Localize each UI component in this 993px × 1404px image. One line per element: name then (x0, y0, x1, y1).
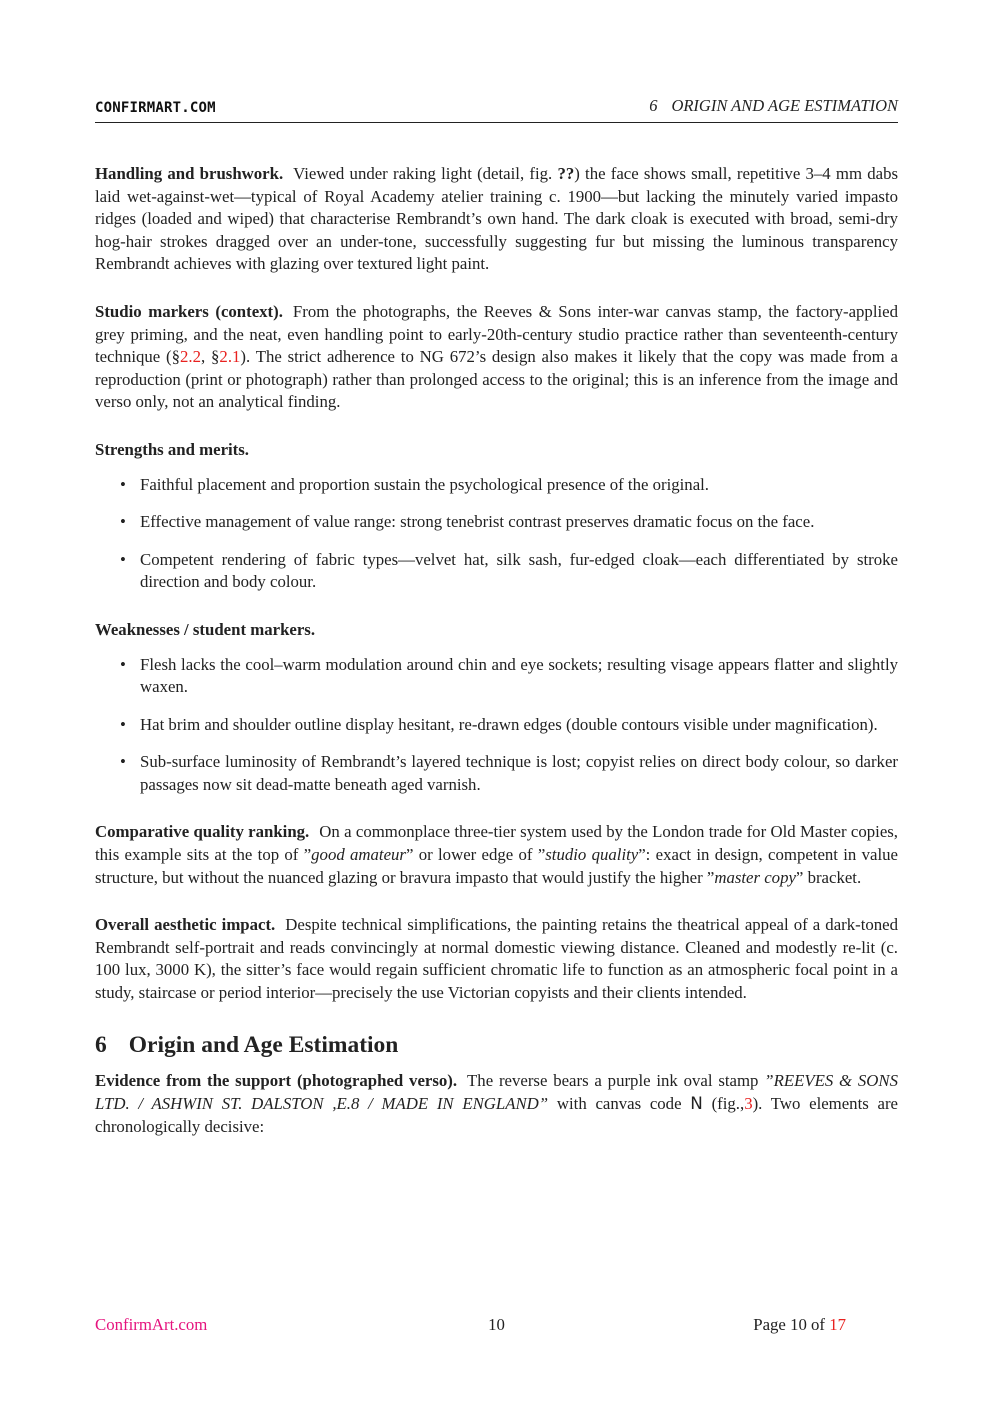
list-item: • Sub-surface luminosity of Rembrandt’s layered technique is lost; copyist relies on direct body colour, so darker passages now sit dead-matte beneath aged varnish. (120, 752, 898, 794)
list-item: • Hat brim and shoulder outline display hesitant, re-drawn edges (double contours visible under magnification). (95, 714, 898, 737)
paragraph-overall: Overall aesthetic impact. Despite technical simplifications, the painting retains the theatrical appeal of a dark-toned Rembrandt self-portrait and reads convincingly at normal domestic viewing distance. Cleaned and modestly re-lit (c. 100 lux, 3000 K), the sitter’s face would regain sufficient chromatic life to function as an atmospheric focal point in a study, staircase or period interior—precisely the use Victorian copyists and their clients intended. (95, 915, 898, 1003)
weaknesses-heading: Weaknesses / student markers. (95, 619, 316, 639)
bullet-icon: • (120, 654, 126, 674)
total-pages-link[interactable]: 17 (829, 1315, 846, 1334)
paragraph-studio: Studio markers (context). From the photographs, the Reeves & Sons inter-war canvas stamp, the factory-applied grey priming, and the neat, even handling point to early-20th-century studio practice rather than seventeenth-century technique (§2.2, §2.1). The strict adherence to NG 672’s design also makes it likely that the copy was made from a reproduction (print or photograph) rather than prolonged access to the original; this is an inference from the image and verso only, not an analytical finding. (95, 301, 898, 412)
figure-reference[interactable]: ?? (557, 164, 575, 183)
bullet-icon: • (120, 752, 126, 772)
paragraph-evidence: Evidence from the support (photographed verso). The reverse bears a purple ink oval stamp ”REEVES & SONS LTD. / ASHWIN ST. DALSTON ,E.8 / MADE IN ENGLAND” with canvas code N (fig.,3). Two elements are chronologically decisive: (95, 1070, 898, 1136)
runin-heading: Evidence from the support (photographed verso). (95, 1070, 458, 1090)
figure-link[interactable]: 3 (744, 1094, 753, 1114)
section-link[interactable]: 2.1 (219, 347, 241, 367)
list-item: • Faithful placement and proportion sustain the psychological presence of the original. (95, 474, 898, 497)
runin-heading: Overall aesthetic impact. (95, 915, 276, 935)
running-head-number: 6 (649, 96, 658, 115)
runin-heading: Comparative quality ranking. (95, 822, 310, 842)
section-number: 6 (95, 1031, 107, 1058)
running-header (95, 96, 898, 123)
bullet-icon: • (120, 512, 126, 532)
page-footer (95, 1315, 898, 1339)
bullet-icon: • (120, 474, 126, 494)
running-head-title (649, 96, 898, 116)
footer-page-count: Page 10 of 17 (753, 1315, 846, 1334)
section-heading (95, 1030, 898, 1060)
footer-site-link[interactable]: ConfirmArt.com (95, 1315, 208, 1334)
footer-page-number: 10 (488, 1315, 505, 1334)
page-body (95, 163, 898, 1163)
bullet-icon: • (120, 549, 126, 569)
weaknesses-list (95, 654, 898, 797)
section-title: Origin and Age Estimation (128, 1031, 399, 1058)
running-head-text: ORIGIN AND AGE ESTIMATION (671, 96, 898, 115)
list-item: • Competent rendering of fabric types—velvet hat, silk sash, fur-edged cloak—each differentiated by stroke direction and body colour. (120, 549, 898, 592)
strengths-heading: Strengths and merits. (95, 439, 249, 459)
stamp-text: ”REEVES & SONS LTD. / ASHWIN ST. DALSTON ,E.8 / MADE IN ENGLAND” (95, 1070, 898, 1114)
list-item: • Flesh lacks the cool–warm modulation around chin and eye sockets; resulting visage appears flatter and slightly waxen. (120, 654, 898, 697)
list-item: • Effective management of value range: strong tenebrist contrast preserves dramatic focus on the face. (95, 511, 898, 534)
site-logo: CONFIRMART.COM (95, 100, 216, 116)
paragraph-comparative: Comparative quality ranking. On a commonplace three-tier system used by the London trade for Old Master copies, this example sits at the top of ”good amateur” or lower edge of ”studio quality”: exact in design, competent in value structure, but without the nuanced glazing or bravura impasto that would justify the higher ”master copy” bracket. (95, 822, 898, 887)
bullet-icon: • (120, 714, 126, 734)
page (95, 0, 898, 1404)
runin-heading: Studio markers (context). (95, 301, 283, 321)
strengths-list (95, 474, 898, 594)
runin-heading: Handling and brushwork. (95, 164, 284, 183)
paragraph-handling: Handling and brushwork. Viewed under raking light (detail, fig. ??) the face shows small, repetitive 3–4 mm dabs laid wet-against-wet—typical of Royal Academy atelier training c. 1900—but lacking the minutely varied impasto ridges (loaded and wiped) that characterise Rembrandt’s own hand. The dark cloak is executed with broad, semi-dry hog-hair strokes dragged over an under-tone, successfully suggesting fur but missing the luminous transparency Rembrandt achieves with glazing over textured light paint. (95, 164, 898, 274)
section-link[interactable]: 2.2 (180, 347, 202, 367)
canvas-code: N (690, 1093, 703, 1114)
